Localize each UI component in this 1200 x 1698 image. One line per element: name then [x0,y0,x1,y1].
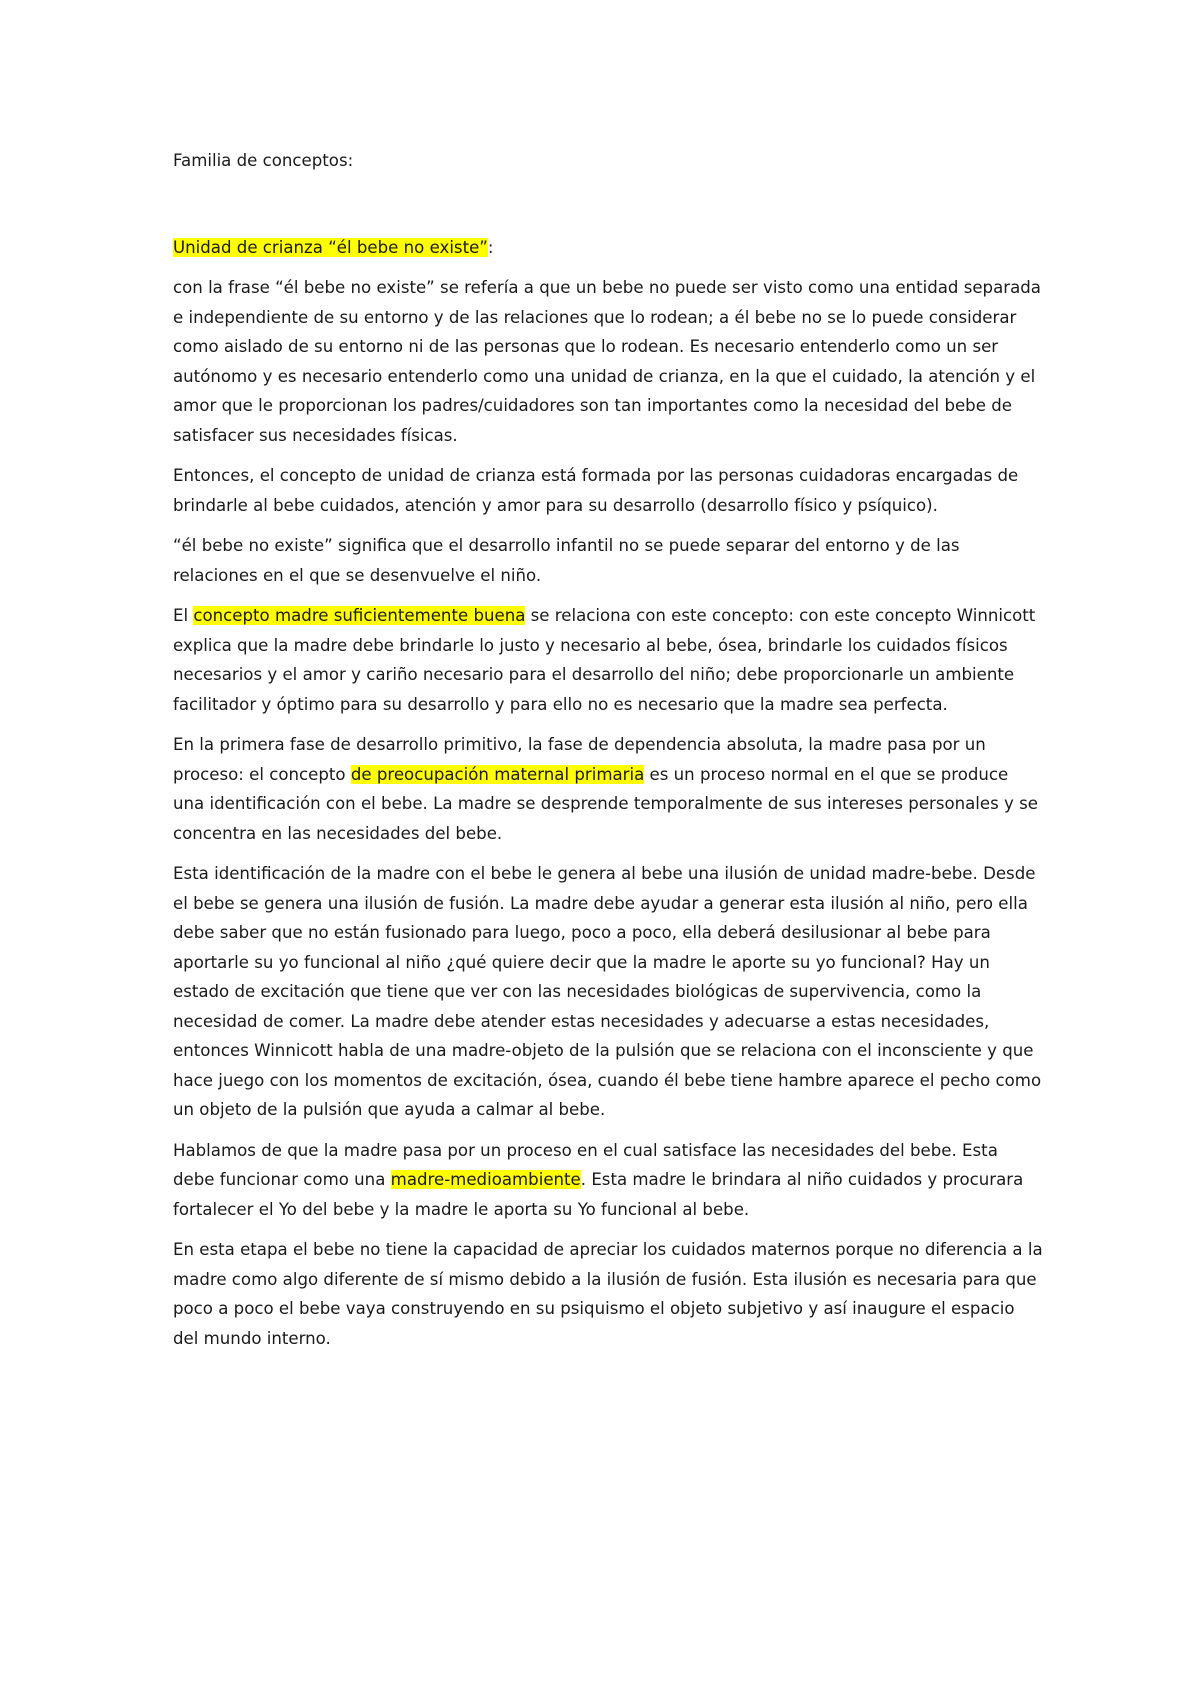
paragraph-6: Esta identificación de la madre con el bebe le genera al bebe una ilusión de unidad madre-bebe. Desde el bebe se genera una ilusión de fusión. La madre debe ayudar a generar esta ilusión al niño, pero ella debe saber que no están fusionado para luego, poco a poco, ella deberá desilusionar al bebe para aportarle su yo funcional al niño ¿qué quiere decir que la madre le aporte su yo funcional? Hay un estado de excitación que tiene que ver con las necesidades biológicas de supervivencia, como la necesidad de comer. La madre debe atender estas necesidades y adecuarse a estas necesidades, entonces Winnicott habla de una madre-objeto de la pulsión que se relaciona con el inconsciente y que hace juego con los momentos de excitación, ósea, cuando él bebe tiene hambre aparece el pecho como un objeto de la pulsión que ayuda a calmar al bebe. [173,864,1042,1119]
highlighted-term: de preocupación maternal primaria [350,764,645,784]
paragraph-5-lead: En la primera fase de desarrollo primitivo, la fase de dependencia absoluta, la madre pasa por un proceso: el concepto [173,735,986,784]
paragraph-4-lead: El [173,606,194,625]
paragraph-8: En esta etapa el bebe no tiene la capacidad de apreciar los cuidados maternos porque no diferencia a la madre como algo diferente de sí mismo debido a la ilusión de fusión. Esta ilusión es necesaria para que poco a poco el bebe vaya construyendo en su psiquismo el objeto subjetivo y así inaugure el espacio del mundo interno. [173,1240,1043,1348]
highlighted-term: madre-medioambiente [390,1170,581,1189]
paragraph-3: “él bebe no existe” significa que el desarrollo infantil no se puede separar del entorno y de las relaciones en el que se desenvuelve el niño. [173,536,960,585]
paragraph-7-rest: . Esta madre le brindara al niño cuidados y procurara fortalecer el Yo del bebe y la madre le aporta su Yo funcional al bebe. [173,1170,1024,1219]
paragraph-7-lead: Hablamos de que la madre pasa por un proceso en el cual satisface las necesidades del bebe. Esta debe funcionar como una [173,1140,998,1189]
highlighted-term: Unidad de crianza “él bebe no existe” [173,237,488,257]
paragraph-4-rest: se relaciona con este concepto: con este concepto Winnicott explica que la madre debe brindarle lo justo y necesario al bebe, ósea, brindarle los cuidados físicos necesarios y el amor y cariño necesario para el desarrollo del niño; debe proporcionarle un ambiente facilitador y óptimo para su desarrollo y para ello no es necesario que la madre sea perfecta. [173,606,1036,714]
paragraph-1: con la frase “él bebe no existe” se refería a que un bebe no puede ser visto como una entidad separada e independiente de su entorno y de las relaciones que lo rodean; a él bebe no se lo puede considerar como aislado de su entorno ni de las personas que lo rodean. Es necesario entenderlo como un ser autónomo y es necesario entenderlo como una unidad de crianza, en la que el cuidado, la atención y el amor que le proporcionan los padres/cuidadores son tan importantes como la necesidad del bebe de satisfacer sus necesidades físicas. [173,278,1041,445]
highlighted-term: concepto madre suficientemente buena [193,606,526,625]
paragraph-7 [173,1136,1043,1225]
document-heading: Familia de conceptos: [173,151,354,170]
paragraph-5 [173,730,1043,848]
section-title [173,233,1043,263]
paragraph-2: Entonces, el concepto de unidad de crianza está formada por las personas cuidadoras encargadas de brindarle al bebe cuidados, atención y amor para su desarrollo (desarrollo físico y psíquico). [173,466,1019,515]
section-title-suffix: : [487,237,494,257]
paragraph-5-rest: es un proceso normal en el que se produce una identificación con el bebe. La madre se desprende temporalmente de sus intereses personales y se concentra en las necesidades del bebe. [173,764,1038,843]
paragraph-4 [173,601,1043,719]
document-page [173,0,1043,1364]
